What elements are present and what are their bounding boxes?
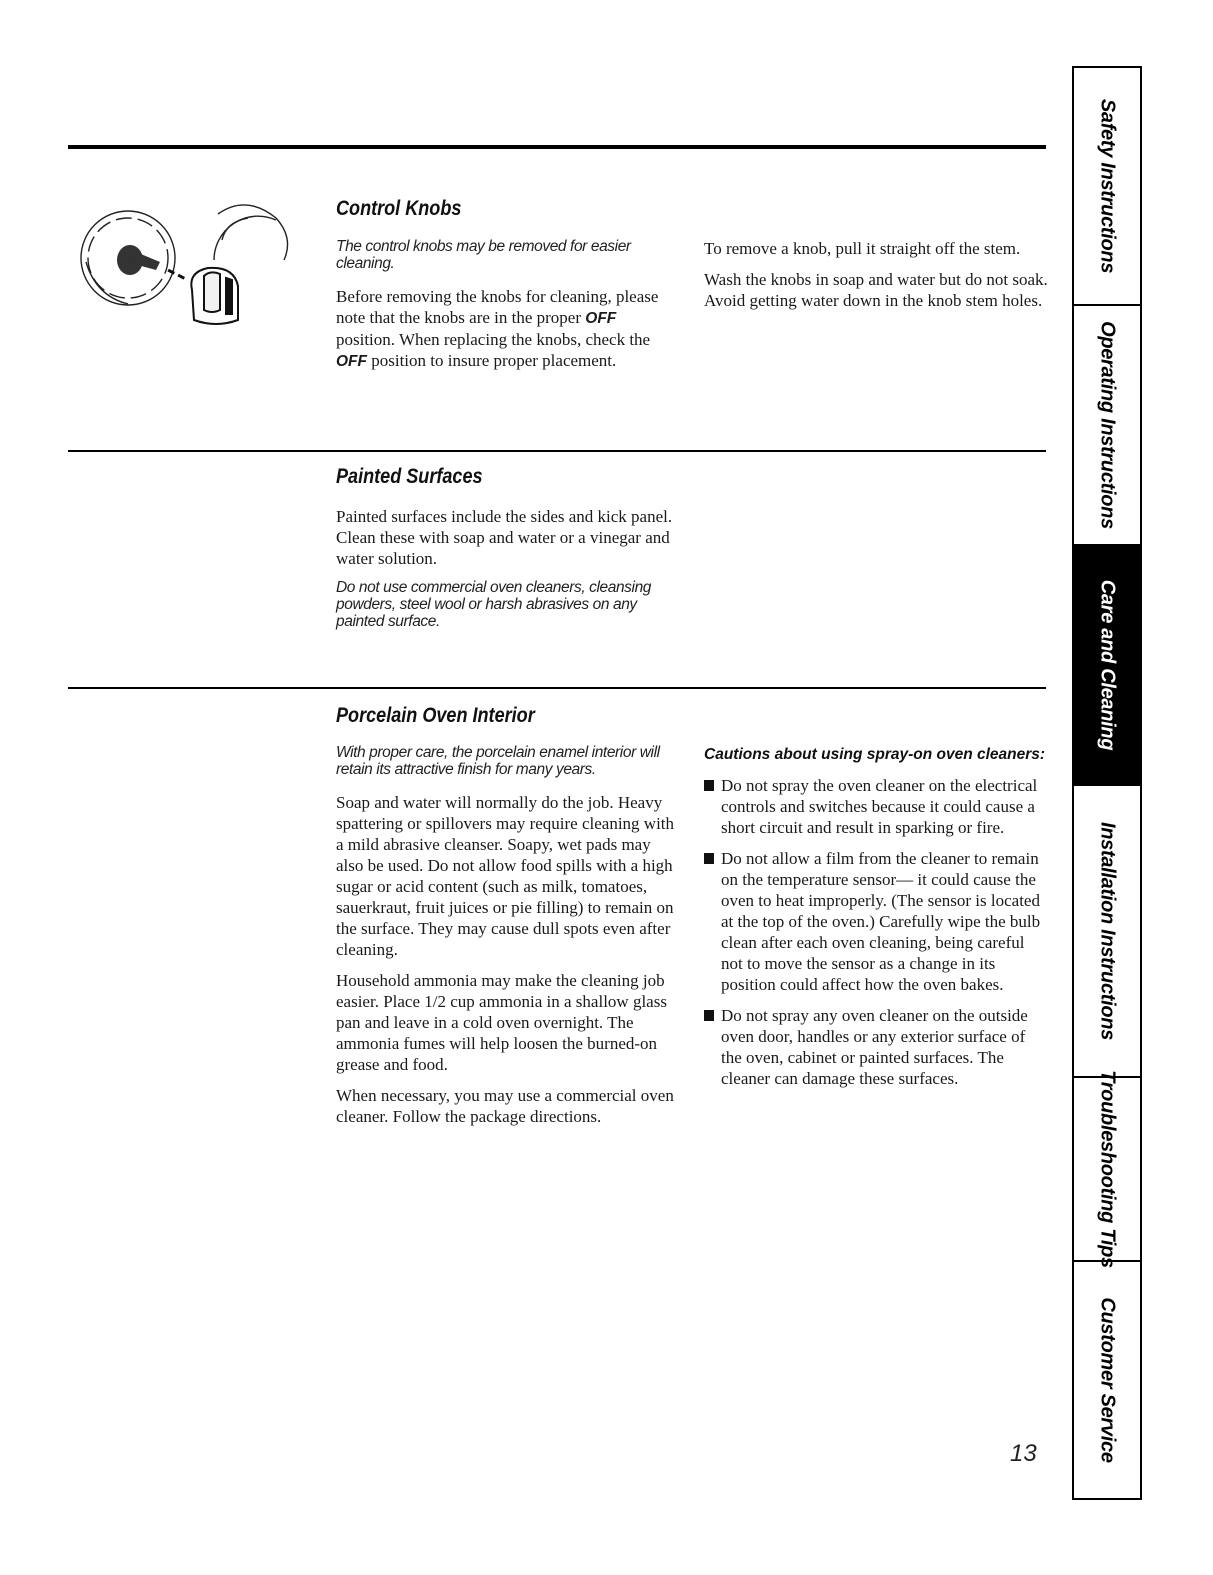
control-knobs-heading: Control Knobs — [336, 197, 462, 220]
cautions-heading: Cautions about using spray-on oven cleaners: — [704, 746, 1046, 763]
remove-knob-paragraph: To remove a knob, pull it straight off the stem. — [704, 239, 1021, 258]
section-sidebar — [1072, 66, 1142, 1500]
porcelain-intro: With proper care, the porcelain enamel interior will retain its attractive finish for many years. — [336, 744, 660, 778]
tab-safety-instructions[interactable]: Safety Instructions — [1074, 68, 1140, 306]
bullet-square-icon — [704, 780, 714, 791]
tab-troubleshooting-tips[interactable]: Troubleshooting Tips — [1074, 1078, 1140, 1262]
caution-item: Do not spray any oven cleaner on the outside oven door, handles or any exterior surface of the oven, cabinet or painted surfaces. The cleaner can damage these surfaces. — [704, 1005, 1049, 1089]
caution-item: Do not allow a film from the cleaner to remain on the temperature sensor— it could cause the oven to heat improperly. (The sensor is located at the top of the oven.) Carefully wipe the bulb clean after each oven cleaning, being careful not to move the sensor as a change in its position could affect how the oven bakes. — [704, 848, 1049, 995]
tab-installation-instructions[interactable]: Installation Instructions — [1074, 786, 1140, 1078]
wash-knobs-paragraph: Wash the knobs in soap and water but do not soak. Avoid getting water down in the knob stem holes. — [704, 270, 1048, 310]
off-label: OFF — [336, 353, 367, 370]
caution-item: Do not spray the oven cleaner on the electrical controls and switches because it could cause a short circuit and result in sparking or fire. — [704, 775, 1049, 838]
porcelain-heading: Porcelain Oven Interior — [336, 704, 535, 727]
section-divider — [68, 450, 1046, 452]
painted-surfaces-heading: Painted Surfaces — [336, 465, 483, 488]
control-knobs-intro: The control knobs may be removed for easier cleaning. — [336, 238, 631, 272]
commercial-cleaner-paragraph: When necessary, you may use a commercial oven cleaner. Follow the package directions. — [336, 1086, 674, 1126]
cautions-column — [704, 744, 1049, 1099]
porcelain-left-column — [336, 744, 676, 1137]
control-knobs-paragraph: Before removing the knobs for cleaning, please note that the knobs are in the proper OFF position. When replacing the knobs, check the OFF position to insure proper placement. — [336, 287, 659, 370]
tab-operating-instructions[interactable]: Operating Instructions — [1074, 306, 1140, 546]
tab-customer-service[interactable]: Customer Service — [1096, 1297, 1119, 1463]
bullet-square-icon — [704, 853, 714, 864]
painted-surfaces-column — [336, 506, 676, 644]
section-divider — [68, 687, 1046, 689]
page-number: 13 — [1010, 1440, 1037, 1467]
ammonia-paragraph: Household ammonia may make the cleaning job easier. Place 1/2 cup ammonia in a shallow glass pan and leave in a cold oven overnight. The ammonia fumes will help loosen the burned-on grease and food. — [336, 971, 667, 1074]
top-rule — [68, 145, 1046, 149]
control-knob-removal-illustration — [76, 200, 298, 326]
off-label: OFF — [585, 310, 617, 327]
painted-surfaces-note: Do not use commercial oven cleaners, cleansing powders, steel wool or harsh abrasives on any painted surface. — [336, 579, 652, 630]
painted-surfaces-paragraph: Painted surfaces include the sides and kick panel. Clean these with soap and water or a vinegar and water solution. — [336, 507, 673, 568]
porcelain-paragraph: Soap and water will normally do the job. Heavy spattering or spillovers may require cleaning with a mild abrasive cleanser. Soapy, wet pads may also be used. Do not allow food spills with a high sugar or acid content (such as milk, tomatoes, sauerkraut, fruit juices or pie filling) to remain on the surface. They may cause dull spots even after cleaning. — [336, 793, 675, 959]
control-knobs-left-column — [336, 238, 676, 382]
bullet-square-icon — [704, 1010, 714, 1021]
control-knobs-right-column — [704, 238, 1049, 321]
tab-care-and-cleaning[interactable]: Care and Cleaning — [1074, 546, 1140, 786]
